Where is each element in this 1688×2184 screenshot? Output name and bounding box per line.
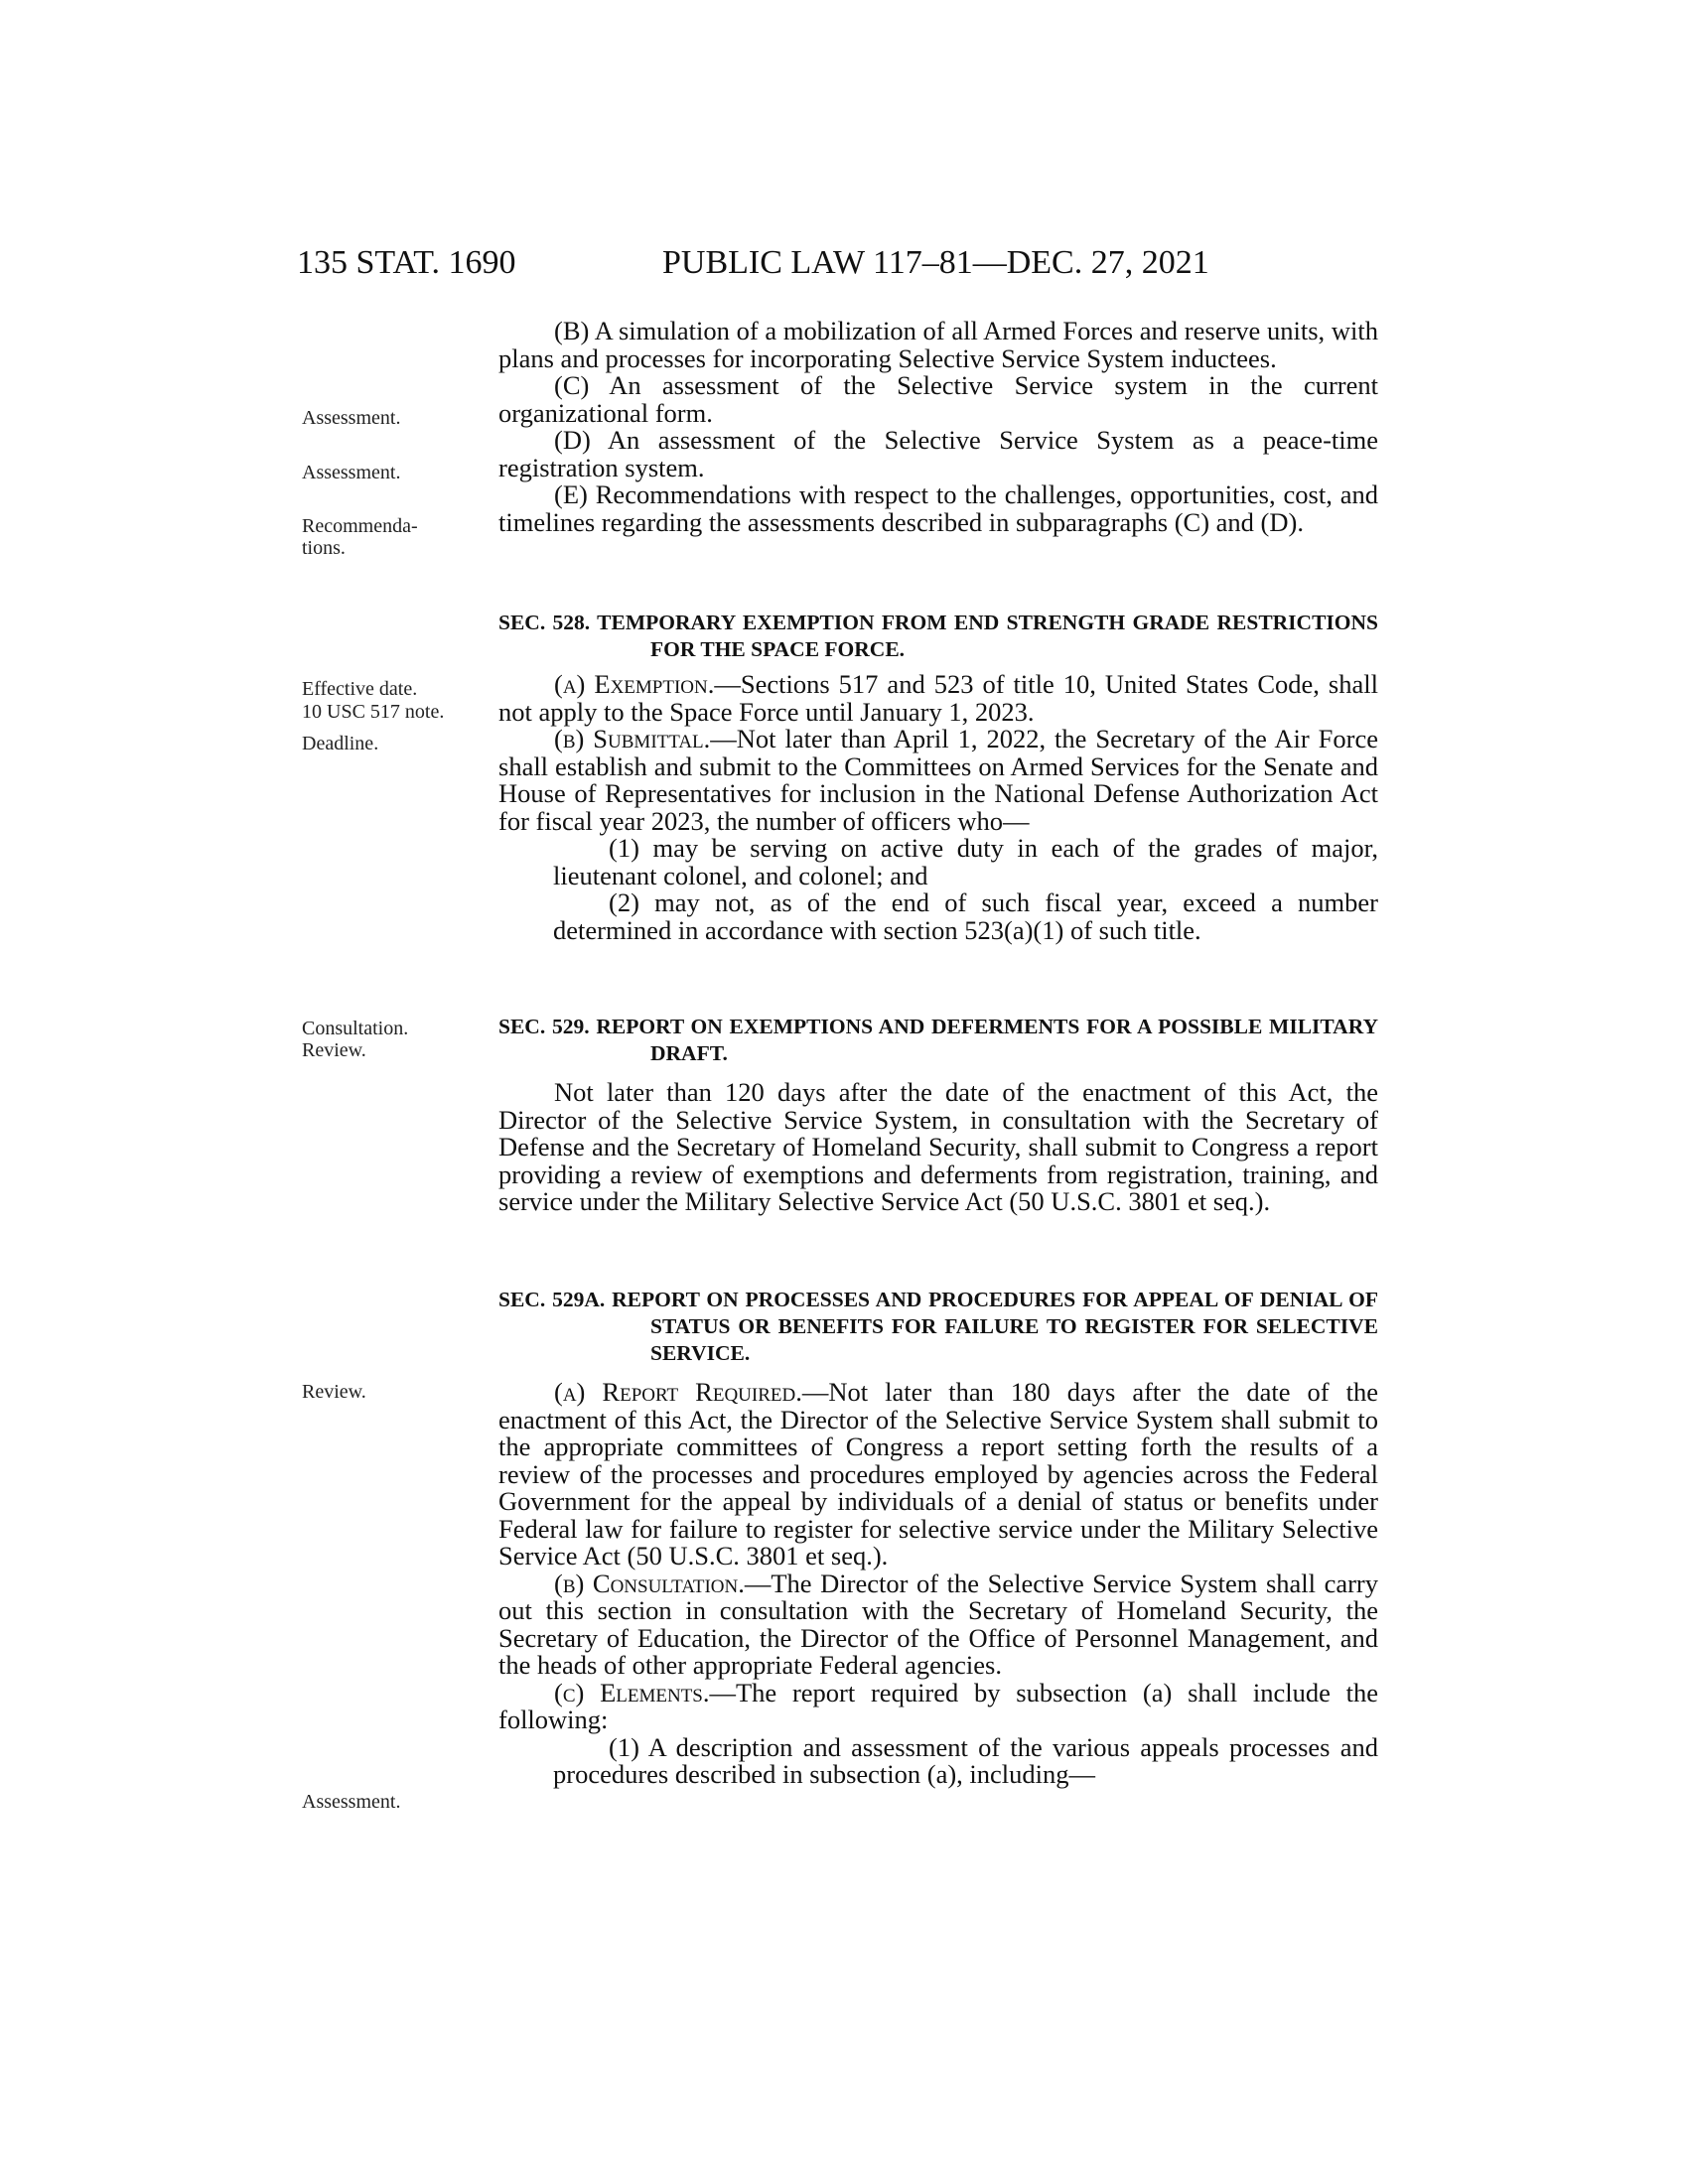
body-block-para-b-e [498,318,1378,536]
margin-note-consultation: Consultation. [302,1018,409,1039]
margin-note-review-529a: Review. [302,1381,366,1403]
section-529a-title: SEC. 529A. REPORT ON PROCESSES AND PROCEDURES FOR APPEAL OF DENIAL OF STATUS OR BENEFITS FOR FAILURE TO REGISTER FOR SELECTIVE SERVICE. [498,1288,1378,1365]
section-528-body [498,671,1378,944]
margin-note-effective-date: Effective date. [302,678,418,700]
section-529a-subsection-a [498,1379,1378,1570]
margin-note-review-529: Review. [302,1039,366,1061]
section-528-title: SEC. 528. TEMPORARY EXEMPTION FROM END STRENGTH GRADE RESTRICTIONS FOR THE SPACE FORCE. [498,611,1378,661]
section-529-body [498,1079,1378,1216]
section-529a-a-heading: (a) Report Required. [554,1377,802,1407]
section-528-subsection-b [498,726,1378,835]
margin-note-usc: 10 USC 517 note. [302,701,445,723]
section-528-b-1: (1) may be serving on active duty in each of the grades of major, lieutenant colonel, and colonel; and [553,833,1378,890]
section-529a-subsection-b [498,1570,1378,1680]
section-528-b-heading: (b) Submittal. [554,724,711,753]
section-529a-c-1: (1) A description and assessment of the various appeals processes and procedures described in subsection (a), including— [553,1731,1378,1789]
margin-note-assessment-c1: Assessment. [302,1791,401,1813]
section-528-b-text: —Not later than April 1, 2022, the Secretary of the Air Force shall establish and submit to the Committees on Armed Services for the Senate and House of Representatives for inclusion in the National Defense Authorization Act for fiscal year 2023, the number of officers who— [498,724,1378,836]
section-529-heading-block [498,1014,1378,1067]
paragraph-d: (D) An assessment of the Selective Service System as a peace-time registration system. [498,425,1378,482]
section-529a-heading-block [498,1287,1378,1367]
section-529a-c-heading: (c) Elements. [554,1677,710,1707]
section-529a-subsection-c [498,1677,1378,1734]
section-529a-b-heading: (b) Consultation. [554,1568,745,1598]
section-529a-body [498,1379,1378,1789]
section-529a-c-text: —The report required by subsection (a) shall include the following: [498,1677,1378,1734]
section-528-subsection-a [498,671,1378,726]
page-header [0,244,1688,288]
section-529-title: SEC. 529. REPORT ON EXEMPTIONS AND DEFERMENTS FOR A POSSIBLE MILITARY DRAFT. [498,1015,1378,1065]
section-529a-a-text: —Not later than 180 days after the date of the enactment of this Act, the Director of the Selective Service System shall submit to the appropriate committees of Congress a report setting forth the results of a review of the processes and procedures employed by agencies across the Federal Government for the appeal by individuals of a denial of status or benefits under Federal law for failure to register for selective service under the Military Selective Service Act (50 U.S.C. 3801 et seq.). [498,1377,1378,1570]
section-528-a-text: —Sections 517 and 523 of title 10, United States Code, shall not apply to the Space Force until January 1, 2023. [498,669,1378,727]
section-528-b-2: (2) may not, as of the end of such fiscal year, exceed a number determined in accordance with section 523(a)(1) of such title. [553,887,1378,945]
margin-note-recommendations: Recommenda- tions. [302,515,418,559]
section-528-a-heading: (a) Exemption. [554,669,715,699]
margin-note-deadline: Deadline. [302,733,379,754]
margin-note-assessment-d: Assessment. [302,462,401,483]
section-528-heading-block [498,610,1378,663]
paragraph-c: (C) An assessment of the Selective Service system in the current organizational form. [498,370,1378,428]
paragraph-b: (B) A simulation of a mobilization of all Armed Forces and reserve units, with plans and processes for incorporating Selective Service System inductees. [498,316,1378,373]
paragraph-e: (E) Recommendations with respect to the challenges, opportunities, cost, and timelines regarding the assessments described in subparagraphs (C) and (D). [498,479,1378,537]
section-529a-b-text: —The Director of the Selective Service System shall carry out this section in consultation with the Secretary of Homeland Security, the Secretary of Education, the Director of the Office of Personnel Management, and the heads of other appropriate Federal agencies. [498,1568,1379,1680]
stat-page-number: 135 STAT. 1690 [297,244,516,281]
public-law-heading: PUBLIC LAW 117–81—DEC. 27, 2021 [662,244,1209,281]
margin-note-assessment-c: Assessment. [302,407,401,429]
section-529-text: Not later than 120 days after the date of the enactment of this Act, the Director of the Selective Service System, in consultation with the Secretary of Defense and the Secretary of Homeland Security, shall submit to Congress a report providing a review of exemptions and deferments from registration, training, and service under the Military Selective Service Act (50 U.S.C. 3801 et seq.). [498,1077,1378,1216]
